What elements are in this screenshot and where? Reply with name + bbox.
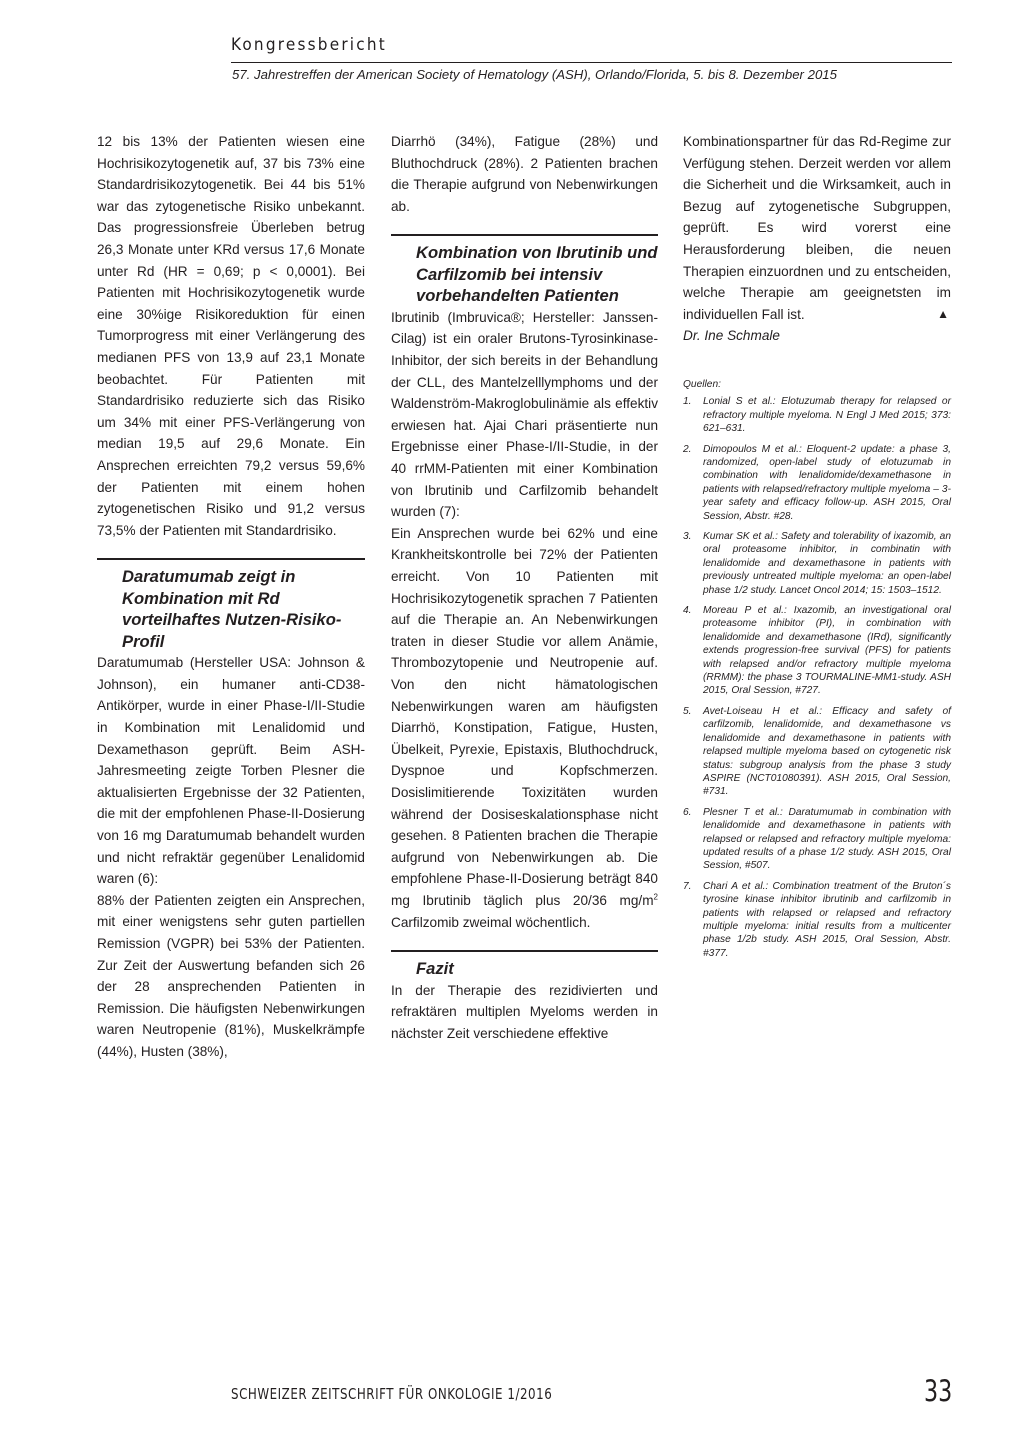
paragraph bbox=[391, 523, 658, 933]
section-heading: Fazit bbox=[416, 959, 454, 979]
footer-journal-name: SCHWEIZER ZEITSCHRIFT FÜR ONKOLOGIE 1/2016 bbox=[231, 1385, 553, 1403]
reference-item bbox=[683, 395, 951, 435]
references-title: Quellen: bbox=[683, 378, 721, 390]
paragraph-text: Ein Ansprechen wurde bei 62% und eine Krankheitskontrolle bei 72% der Patienten erreicht. Von 10 Patienten mit Hochrisikozytogenetik sprachen 7 Patienten auf die Therapie an. An Nebenwirkungen traten in dieser Studie vor allem Anämie, Thrombozytopenie und Neutropenie auf. Von den nicht hämatologischen Nebenwirkungen waren am häufigsten Diarrhö, Konstipation, Fatigue, Husten, Übelkeit, Pyrexie, Epistaxis, Bluthochdruck, Dyspnoe und Kopfschmerzen. Dosislimitierende Toxizitäten wurden während der Dosiseskalationsphase nicht gesehen. 8 Patienten brachen die Therapie aufgrund von Nebenwirkungen ab. Die empfohlene Phase-II-Dosierung beträgt 840 mg Ibrutinib täglich plus 20/36 mg/m bbox=[391, 525, 658, 908]
paragraph bbox=[683, 131, 951, 325]
running-header-title: Kongressbericht bbox=[231, 35, 387, 55]
section-heading: Daratumumab zeigt in Kombination mit Rd vorteilhaftes Nutzen-Risiko-Profil bbox=[122, 567, 342, 651]
section-heading-block bbox=[391, 950, 658, 980]
paragraph: Ibrutinib (Imbruvica®; Hersteller: Janssen-Cilag) ist ein oraler Brutons-Tyrosinkinase-Inhibitor, der sich bereits in der Behandlung der CLL, des Mantelzelllymphoms und der Waldenström-Makroglobulinämie als effektiv erwiesen hat. Ajai Chari präsentierte nun Ergebnisse einer Phase-I/II-Studie, in der 40 rrMM-Patienten mit einer Kombination von Ibrutinib und Carfilzomib behandelt wurden (7): bbox=[391, 309, 658, 520]
paragraph-text-end: Carfilzomib zweimal wöchentlich. bbox=[391, 914, 591, 930]
paragraph: Daratumumab (Hersteller USA: Johnson & Johnson), ein humaner anti-CD38-Antikörper, wurde in einer Phase-I/II-Studie in Kombination mit Lenalidomid und Dexamethason geprüft. Beim ASH-Jahresmeeting zeigte Torben Plesner die aktualisierten Ergebnisse der 32 Patienten, die mit der empfohlenen Phase-II-Dosierung von 16 mg Daratumumab behandelt wurden und nicht refraktär gegenüber Lenalidomid waren (6): bbox=[97, 655, 365, 887]
end-of-article-triangle-icon: ▲ bbox=[937, 306, 949, 321]
page-number: 33 bbox=[923, 1374, 952, 1408]
references bbox=[683, 378, 951, 960]
reference-item bbox=[683, 880, 951, 960]
column-2 bbox=[391, 131, 658, 1044]
paragraph: 88% der Patienten zeigten ein Ansprechen, mit einer wenigstens sehr guten partiellen Remission (VGPR) bei 53% der Patienten. Zur Zeit der Auswertung befanden sich 26 der 28 ansprechenden Patienten in Remission. Die häufigsten Nebenwirkungen waren Neutropenie (81%), Muskelkrämpfe (44%), Husten (38%), bbox=[97, 892, 365, 1059]
reference-text: Chari A et al.: Combination treatment of the Bruton´s tyrosine kinase inhibitor ibrutinib and carfilzomib in patients with relapsed or relapsed and refractory multiple myeloma: initial results from a multicenter phase 1/2b study. ASH 2015, Oral Session, Abstr. #377. bbox=[703, 880, 951, 959]
references-list bbox=[683, 395, 951, 960]
reference-number: 1. bbox=[683, 396, 692, 408]
reference-item bbox=[683, 705, 951, 799]
reference-text: Plesner T et al.: Daratumumab in combination with lenalidomide and dexamethasone in patients with relapsed or relapsed and refractory multiple myeloma: updated results of a phase 1/2 study. ASH 2015, Oral Session, #507. bbox=[703, 806, 951, 872]
reference-number: 6. bbox=[683, 806, 692, 818]
paragraph-text: Kombinationspartner für das Rd-Regime zur Verfügung stehen. Derzeit werden vor allem die Sicherheit und die Wirksamkeit, auch in Bezug auf zytogenetische Subgruppen, geprüft. Es wird vorerst eine Herausforderung bleiben, die neuen Therapien einzuordnen und zu entscheiden, welche Therapie am geeignetsten im individuellen Fall ist. bbox=[683, 134, 951, 322]
paragraph: Diarrhö (34%), Fatigue (28%) und Bluthochdruck (28%). 2 Patienten brachen die Therapie aufgrund von Nebenwirkungen ab. bbox=[391, 134, 658, 214]
paragraph: 12 bis 13% der Patienten wiesen eine Hochrisikozytogenetik auf, 37 bis 73% eine Standardrisikozytogenetik. Bei 44 bis 51% war das zytogenetische Risiko unbekannt. Das progressionsfreie Überleben betrug 26,3 Monate unter KRd versus 17,6 Monate unter Rd (HR = 0,69; p < 0,0001). Bei Patienten mit Hochrisikozytogenetik wurde eine 30%ige Risikoreduktion für einen Tumorprogress mit einer Verlängerung des medianen PFS von 13,9 auf 23,1 Monate beobachtet. Für Patienten mit Standardrisiko reduzierte sich das Risiko um 34% mit einer PFS-Verlängerung von median 19,5 auf 29,6 Monate. Ein Ansprechen erreichten 79,2 versus 59,6% der Patienten mit einem hohen zytogenetischen Risiko und 91,2 versus 73,5% der Patienten mit Standardrisiko. bbox=[97, 134, 365, 538]
reference-text: Kumar SK et al.: Safety and tolerability of ixazomib, an oral proteasome inhibitor, in combinatin with lenalidomide and dexamethasone in patients with previously untreated multiple myeloma: an open-label phase 1/2 study. Lancet Oncol 2014; 15: 1503–1512. bbox=[703, 531, 951, 596]
running-header-subtitle: 57. Jahrestreffen der American Society of Hematology (ASH), Orlando/Florida, 5. bis 8. Dezember 2015 bbox=[232, 67, 837, 82]
reference-number: 7. bbox=[683, 880, 692, 892]
section-heading-block bbox=[391, 234, 658, 307]
reference-text: Moreau P et al.: Ixazomib, an investigational oral proteasome inhibitor (PI), in combination with lenalidomide and dexamethasone (IRd), significantly extends progression-free survival (PFS) for patients with relapsed and/or refractory multiple myeloma (RRMM): the phase 3 TOURMALINE-MM1-study. ASH 2015, Oral Session, #727. bbox=[703, 605, 951, 697]
column-1 bbox=[97, 131, 365, 1063]
section-heading-block bbox=[97, 558, 365, 652]
reference-text: Lonial S et al.: Elotuzumab therapy for relapsed or refractory multiple myeloma. N Engl J Med 2015; 373: 621–631. bbox=[703, 396, 951, 435]
reference-number: 4. bbox=[683, 605, 692, 617]
paragraph: In der Therapie des rezidivierten und refraktären multiplen Myeloms werden in nächster Zeit verschiedene effektive bbox=[391, 982, 658, 1041]
reference-number: 5. bbox=[683, 705, 692, 717]
reference-item bbox=[683, 604, 951, 698]
header-rule bbox=[231, 62, 952, 63]
reference-number: 2. bbox=[683, 443, 692, 455]
superscript: 2 bbox=[653, 892, 658, 902]
section-heading: Kombination von Ibrutinib und Carfilzomib bei intensiv vorbehandelten Patienten bbox=[416, 243, 658, 306]
reference-text: Avet-Loiseau H et al.: Efficacy and safety of carfilzomib, lenalidomide, and dexamethasone vs lenalidomide and dexamethasone in patients with relapsed multiple myeloma based on cytogenetic risk status: subgroup analysis from the phase 3 study ASPIRE (NCT01080391). ASH 2015, Oral Session, #731. bbox=[703, 705, 951, 798]
author-name: Dr. Ine Schmale bbox=[683, 328, 780, 344]
reference-text: Dimopoulos M et al.: Eloquent-2 update: a phase 3, randomized, open-label study of elotuzumab in combination with lenalidomide/dexamethasone in patients with relapsed/refractory multiple myeloma – 3-year safety and efficacy follow-up. ASH 2015, Oral Session, Abstr. #28. bbox=[703, 443, 951, 522]
reference-number: 3. bbox=[683, 531, 692, 542]
column-3 bbox=[683, 131, 951, 967]
reference-item bbox=[683, 530, 951, 597]
reference-item bbox=[683, 443, 951, 523]
reference-item bbox=[683, 806, 951, 873]
